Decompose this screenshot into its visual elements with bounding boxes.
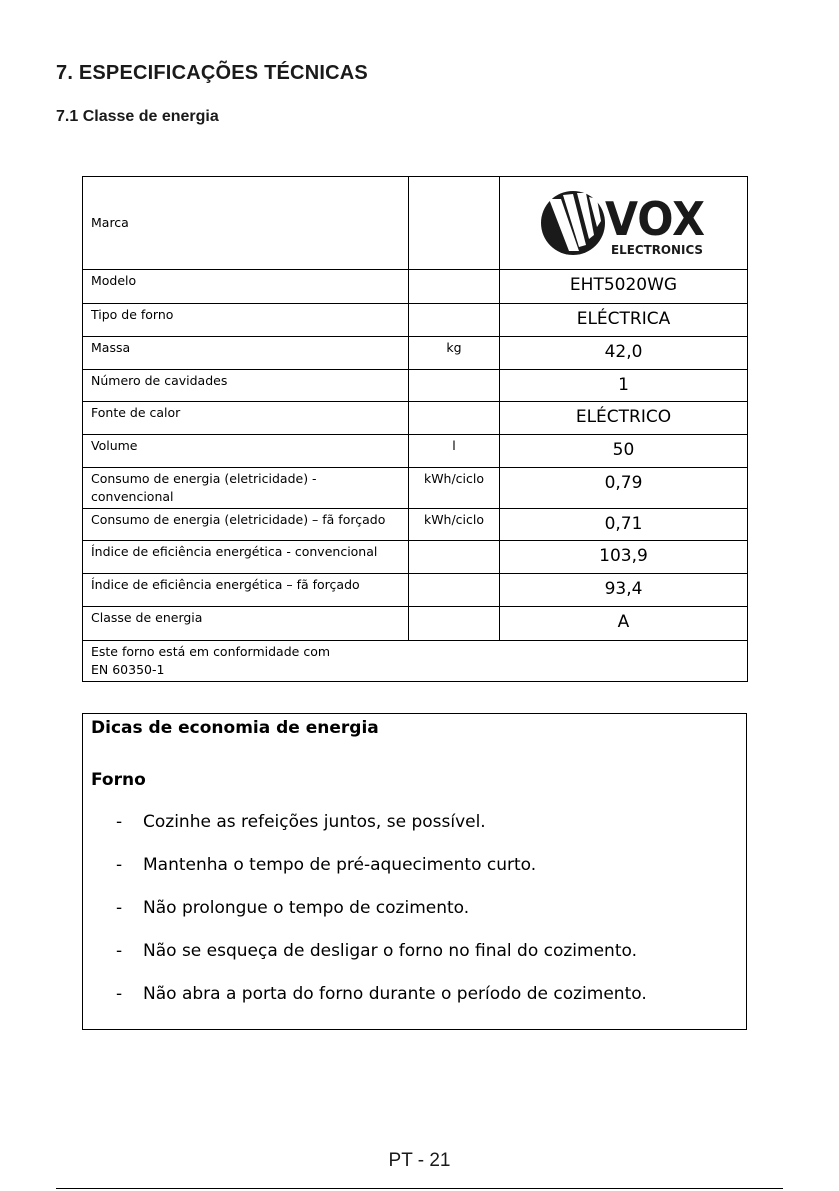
table-row bbox=[83, 337, 748, 370]
conformity-line: Este forno está em conformidade com bbox=[91, 644, 331, 659]
row-value: 0,79 bbox=[500, 468, 748, 509]
row-value: 93,4 bbox=[500, 574, 748, 607]
row-label: Índice de eficiência energética - convencional bbox=[83, 541, 409, 574]
table-row bbox=[83, 435, 748, 468]
conformity-standard: EN 60350-1 bbox=[91, 662, 165, 677]
row-label: Massa bbox=[83, 337, 409, 370]
list-item bbox=[116, 898, 647, 941]
row-value: 1 bbox=[500, 370, 748, 402]
tip-text: Mantenha o tempo de pré-aquecimento curto. bbox=[143, 855, 537, 875]
table-row bbox=[83, 402, 748, 435]
row-value: ELÉCTRICO bbox=[500, 402, 748, 435]
row-value: ELÉCTRICA bbox=[500, 304, 748, 337]
bullet-dash: - bbox=[116, 898, 123, 918]
row-value: 0,71 bbox=[500, 509, 748, 541]
table-row bbox=[83, 607, 748, 641]
table-row bbox=[83, 304, 748, 337]
row-unit bbox=[409, 304, 500, 337]
bullet-dash: - bbox=[116, 855, 123, 875]
tips-subtitle: Forno bbox=[91, 770, 146, 790]
row-value: 103,9 bbox=[500, 541, 748, 574]
row-value: A bbox=[500, 607, 748, 641]
table-row bbox=[83, 541, 748, 574]
row-unit bbox=[409, 574, 500, 607]
row-unit: kWh/ciclo bbox=[409, 509, 500, 541]
row-unit: kWh/ciclo bbox=[409, 468, 500, 509]
row-unit bbox=[409, 607, 500, 641]
row-label: Classe de energia bbox=[83, 607, 409, 641]
logo-main-text: VOX bbox=[604, 192, 705, 246]
tip-text: Não abra a porta do forno durante o período de cozimento. bbox=[143, 984, 647, 1004]
vox-swirl-logo-icon bbox=[539, 185, 709, 261]
energy-spec-table bbox=[82, 176, 748, 682]
section-title: 7. ESPECIFICAÇÕES TÉCNICAS bbox=[56, 62, 368, 84]
row-value: 42,0 bbox=[500, 337, 748, 370]
bullet-dash: - bbox=[116, 941, 123, 961]
table-row bbox=[83, 370, 748, 402]
row-label: Fonte de calor bbox=[83, 402, 409, 435]
row-value: 50 bbox=[500, 435, 748, 468]
row-unit bbox=[409, 270, 500, 304]
row-label: Consumo de energia (eletricidade) - convencional bbox=[83, 468, 409, 509]
row-unit: l bbox=[409, 435, 500, 468]
tip-text: Cozinhe as refeições juntos, se possível. bbox=[143, 812, 486, 832]
bullet-dash: - bbox=[116, 812, 123, 832]
row-unit bbox=[409, 370, 500, 402]
tips-list bbox=[116, 812, 647, 1027]
table-row bbox=[83, 574, 748, 607]
list-item bbox=[116, 855, 647, 898]
row-unit: kg bbox=[409, 337, 500, 370]
logo-sub-text: ELECTRONICS bbox=[610, 243, 703, 257]
row-label: Consumo de energia (eletricidade) – fã forçado bbox=[83, 509, 409, 541]
table-row bbox=[83, 270, 748, 304]
tip-text: Não se esqueça de desligar o forno no final do cozimento. bbox=[143, 941, 637, 961]
list-item bbox=[116, 984, 647, 1027]
row-unit bbox=[409, 177, 500, 270]
table-row bbox=[83, 468, 748, 509]
row-label: Volume bbox=[83, 435, 409, 468]
row-label: Número de cavidades bbox=[83, 370, 409, 402]
subsection-title: 7.1 Classe de energia bbox=[56, 108, 219, 125]
list-item bbox=[116, 812, 647, 855]
footer-divider bbox=[56, 1188, 783, 1189]
conformity-note bbox=[83, 641, 748, 682]
tips-title: Dicas de economia de energia bbox=[91, 718, 379, 738]
row-value: EHT5020WG bbox=[500, 270, 748, 304]
energy-tips-box bbox=[82, 713, 747, 1030]
row-label: Tipo de forno bbox=[83, 304, 409, 337]
list-item bbox=[116, 941, 647, 984]
vox-logo bbox=[500, 177, 747, 269]
table-row-brand bbox=[83, 177, 748, 270]
tip-text: Não prolongue o tempo de cozimento. bbox=[143, 898, 470, 918]
row-label: Modelo bbox=[83, 270, 409, 304]
brand-logo-cell bbox=[500, 177, 748, 270]
row-label: Índice de eficiência energética – fã forçado bbox=[83, 574, 409, 607]
row-unit bbox=[409, 402, 500, 435]
row-label: Marca bbox=[83, 177, 409, 270]
table-row bbox=[83, 509, 748, 541]
table-row-conformity bbox=[83, 641, 748, 682]
row-unit bbox=[409, 541, 500, 574]
bullet-dash: - bbox=[116, 984, 123, 1004]
page-number: PT - 21 bbox=[388, 1150, 451, 1171]
